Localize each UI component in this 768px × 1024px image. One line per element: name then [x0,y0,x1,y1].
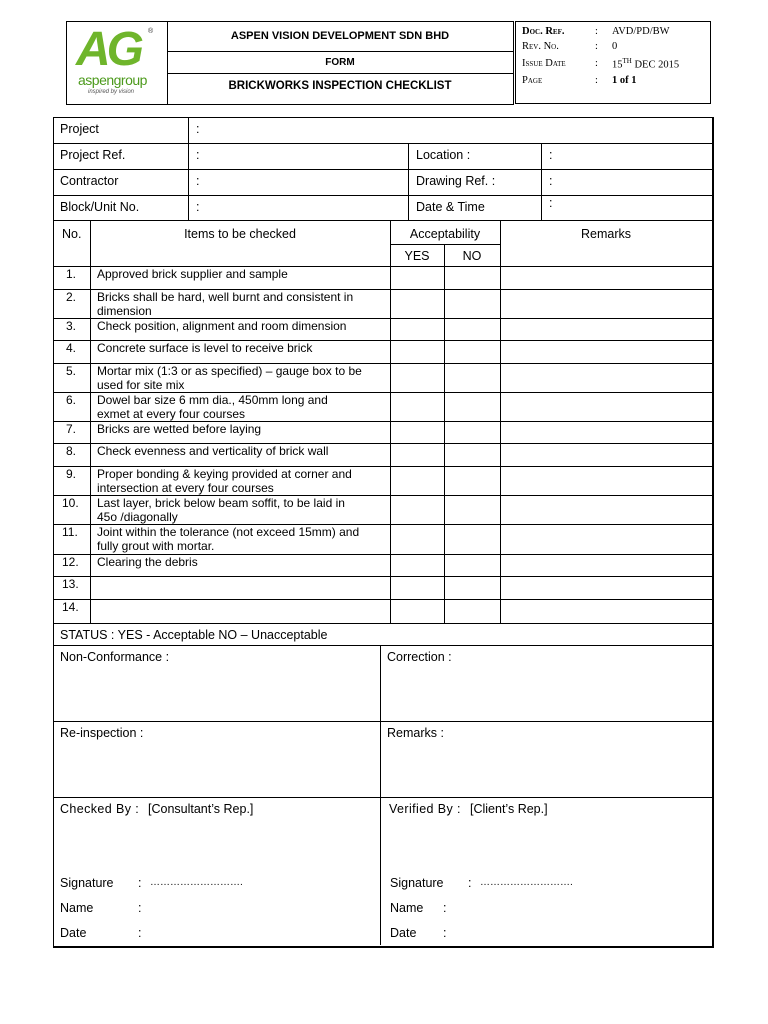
yes-checkbox-cell[interactable] [391,364,443,391]
checklist-item [97,394,387,421]
checklist-item [97,445,387,459]
row-number: 14. [62,600,79,614]
item-line: Clearing the debris [97,555,198,569]
no-checkbox-cell[interactable] [445,496,499,523]
yes-checkbox-cell[interactable] [391,525,443,553]
checklist-item [97,497,387,524]
item-line: Approved brick supplier and sample [97,267,288,281]
meta-value-page: 1 of 1 [612,75,637,86]
label-non-conformance: Non-Conformance : [60,650,170,664]
issue-day-suffix: TH [622,57,632,65]
item-line: Last layer, brick below beam soffit, to be laid in [97,496,345,510]
label-correction: Correction : [387,650,452,664]
meta-colon: : [595,75,598,86]
name-right-colon: : [443,901,447,915]
label-date-right: Date [390,926,417,940]
yes-checkbox-cell[interactable] [391,496,443,523]
column-divider [90,220,91,623]
yes-checkbox-cell[interactable] [391,555,443,575]
meta-label-doc-ref: Doc. Ref. [522,26,565,37]
row-number: 5. [66,364,77,378]
label-drawing-ref: Drawing Ref. : [416,174,496,188]
row-number: 13. [62,577,79,591]
row-number: 3. [66,319,77,333]
column-divider [500,220,501,623]
item-line: intersection at every four courses [97,480,274,495]
item-line: fully grout with mortar. [97,538,215,553]
row-number: 2. [66,290,77,304]
logo-name: aspengroup [78,72,147,88]
no-checkbox-cell[interactable] [445,364,499,391]
yes-checkbox-cell[interactable] [391,393,443,420]
yes-checkbox-cell[interactable] [391,422,443,442]
acceptability-rule [390,244,500,245]
signature-right-colon: : [468,876,472,890]
item-line: Mortar mix (1:3 or as specified) – gauge box to be [97,364,362,378]
no-checkbox-cell[interactable] [445,577,499,598]
date-time-colon: : [549,196,553,210]
checklist-item [97,342,387,356]
label-project-ref: Project Ref. [60,148,126,162]
header-no-answer: NO [462,249,482,263]
item-line: Bricks shall be hard, well burnt and consistent in [97,290,354,304]
meta-label-page: Page [522,75,543,86]
checklist-item [97,320,387,334]
logo-tagline: inspired by vision [88,89,135,95]
meta-colon: : [595,26,598,37]
no-checkbox-cell[interactable] [445,525,499,553]
label-location: Location : [416,148,471,162]
item-line: Bricks are wetted before laying [97,422,262,436]
status-rule [54,623,712,624]
label-signature-right: Signature [390,876,444,890]
row-number: 7. [66,422,77,436]
header-items: Items to be checked [184,227,296,241]
project-ref-colon: : [196,148,200,162]
label-contractor: Contractor [60,174,119,188]
info-rule [54,195,712,196]
row-number: 6. [66,393,77,407]
checklist-item [97,268,387,282]
label-date-left: Date [60,926,87,940]
label-checked-by: Checked By : [60,802,140,816]
meta-value-doc-ref: AVD/PD/BW [612,26,670,37]
checklist-item [97,423,387,437]
header-rule [167,73,513,74]
no-checkbox-cell[interactable] [445,467,499,494]
form-label: FORM [325,57,355,68]
checklist-item [97,526,387,553]
label-verified-by: Verified By : [389,802,461,816]
label-reinspection: Re-inspection : [60,726,144,740]
label-project: Project [60,122,99,136]
no-checkbox-cell[interactable] [445,444,499,465]
item-line: Joint within the tolerance (not exceed 15mm) and [97,525,360,539]
meta-label-issue-date: Issue Date [522,58,566,69]
info-divider [541,143,542,220]
company-name: ASPEN VISION DEVELOPMENT SDN BHD [230,30,450,42]
label-name-right: Name [390,901,424,915]
logo-letters: AG [76,23,140,76]
label-client-rep: [Client’s Rep.] [470,802,548,816]
no-checkbox-cell[interactable] [445,319,499,339]
status-legend: STATUS : YES - Acceptable NO – Unacceptable [60,628,328,642]
header-no: No. [62,227,82,241]
signature-left-dots: ………………………. [150,877,243,888]
label-remarks-box: Remarks : [387,726,444,740]
yes-checkbox-cell[interactable] [391,600,443,622]
date-left-colon: : [138,926,142,940]
meta-value-rev-no: 0 [612,41,618,52]
label-name-left: Name [60,901,94,915]
meta-colon: : [595,58,598,69]
drawing-ref-colon: : [549,174,553,188]
no-checkbox-cell[interactable] [445,290,499,317]
box-rule [54,797,712,798]
row-number: 10. [62,496,79,510]
row-number: 11. [62,525,78,539]
row-number: 8. [66,444,77,458]
signature-right-dots: ………………………. [480,877,573,888]
signature-left-colon: : [138,876,142,890]
yes-checkbox-cell[interactable] [391,290,443,317]
company-logo [74,23,164,102]
item-line: used for site mix [97,377,185,392]
table-row-rule [54,576,712,577]
logo-registered-mark: ® [148,28,154,35]
info-rule [54,169,712,170]
header-remarks: Remarks [580,227,631,241]
no-checkbox-cell[interactable] [445,267,499,288]
row-number: 4. [66,341,77,355]
row-number: 12. [62,555,79,569]
row-number: 1. [66,267,77,281]
checklist-item [97,291,387,318]
form-title: BRICKWORKS INSPECTION CHECKLIST [228,80,452,92]
info-divider [408,143,409,220]
no-checkbox-cell[interactable] [445,600,499,622]
meta-label-rev-no: Rev. No. [522,41,559,52]
item-line: dimension [97,303,152,318]
label-signature-left: Signature [60,876,114,890]
block-unit-colon: : [196,200,200,214]
header-rule [167,51,513,52]
box-rule [54,721,712,722]
header-yes: YES [404,249,430,263]
yes-checkbox-cell[interactable] [391,577,443,598]
project-colon: : [196,122,200,136]
info-rule [54,220,712,221]
item-line: Check evenness and verticality of brick wall [97,444,329,458]
item-line: Check position, alignment and room dimension [97,319,347,333]
item-line: 45o /diagonally [97,509,178,524]
header-acceptability: Acceptability [409,227,481,241]
table-row-rule [54,599,712,600]
date-right-colon: : [443,926,447,940]
name-left-colon: : [138,901,142,915]
label-date-time: Date & Time [416,200,485,214]
meta-value-issue-date [612,57,679,71]
row-number: 9. [66,467,77,481]
location-colon: : [549,148,553,162]
label-block-unit: Block/Unit No. [60,200,140,214]
yes-checkbox-cell[interactable] [391,444,443,465]
yes-checkbox-cell[interactable] [391,341,443,362]
no-checkbox-cell[interactable] [445,341,499,362]
info-rule [54,143,712,144]
item-line: exmet at every four courses [97,406,246,421]
checklist-item [97,365,387,392]
item-line: Dowel bar size 6 mm dia., 450mm long and [97,393,328,407]
yes-checkbox-cell[interactable] [391,267,443,288]
item-line: Proper bonding & keying provided at corner and [97,467,352,481]
status-rule [54,645,712,646]
box-divider [380,645,381,945]
label-consultant-rep: [Consultant’s Rep.] [148,802,254,816]
issue-month-year: DEC 2015 [631,59,680,71]
checklist-item [97,556,387,570]
issue-day: 15 [612,59,623,71]
no-checkbox-cell[interactable] [445,555,499,575]
contractor-colon: : [196,174,200,188]
no-checkbox-cell[interactable] [445,422,499,442]
yes-checkbox-cell[interactable] [391,319,443,339]
info-divider [188,117,189,220]
no-checkbox-cell[interactable] [445,393,499,420]
meta-colon: : [595,41,598,52]
item-line: Concrete surface is level to receive brick [97,341,313,355]
yes-checkbox-cell[interactable] [391,467,443,494]
checklist-item [97,468,387,495]
